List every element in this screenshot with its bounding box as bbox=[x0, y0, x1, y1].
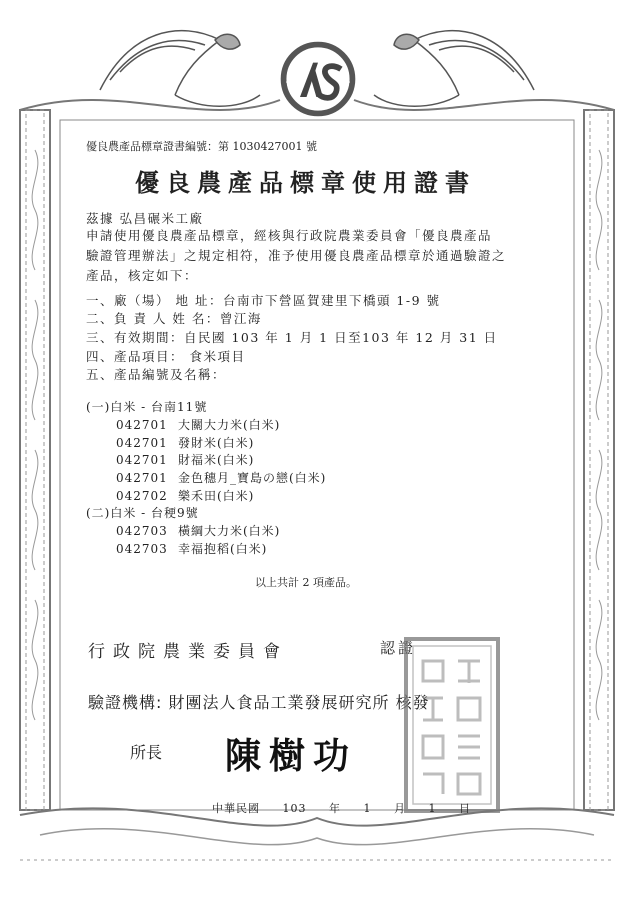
total-count: 以上共計 2 項產品。 bbox=[255, 576, 357, 589]
product-name: 幸福抱稻(白米) bbox=[178, 542, 268, 556]
product-code: 042701 bbox=[116, 453, 168, 467]
applicant-line: 茲據 弘昌碾米工廠 bbox=[86, 211, 204, 226]
list-item bbox=[116, 416, 280, 433]
cas-logo-icon bbox=[277, 38, 359, 120]
certificate-number: 優良農產品標章證書編號：第 1030427001 號 bbox=[86, 140, 317, 153]
product-name: 大關大力米(白米) bbox=[178, 418, 281, 432]
body-line-3: 驗證管理辦法」之規定相符，准予使用優良農產品標章於通過驗證之 bbox=[86, 248, 507, 263]
list-item bbox=[116, 522, 280, 539]
date-month-label: 月 bbox=[394, 802, 406, 815]
phoenix-left-icon bbox=[100, 31, 260, 107]
date-day-label: 日 bbox=[459, 802, 471, 815]
field-validity: 三、有效期間：自民國 103 年 1 月 1 日至103 年 12 月 31 日 bbox=[86, 330, 498, 345]
issuer: 行政院農業委員會 bbox=[88, 642, 288, 662]
date-year-label: 年 bbox=[329, 802, 341, 815]
list-item bbox=[116, 469, 326, 486]
product-name: 金色穗月_寶島の戀(白米) bbox=[178, 471, 327, 485]
product-group-label: (二)白米 - 台稉9號 bbox=[86, 506, 199, 520]
page-title: 優良農產品標章使用證書 bbox=[135, 168, 476, 197]
date-era: 中華民國 bbox=[212, 802, 260, 815]
verification-body: 驗證機構: 財團法人食品工業發展研究所 核發 bbox=[88, 693, 430, 712]
body-line-4: 產品，核定如下： bbox=[86, 268, 199, 283]
product-name: 發財米(白米) bbox=[178, 436, 255, 450]
product-name: 橫綱大力米(白米) bbox=[178, 524, 281, 538]
product-code: 042701 bbox=[116, 418, 168, 432]
issue-date bbox=[212, 800, 489, 816]
list-item bbox=[116, 451, 254, 468]
list-item bbox=[116, 487, 254, 504]
product-code: 042701 bbox=[116, 471, 168, 485]
date-day: 1 bbox=[428, 802, 437, 815]
date-month: 1 bbox=[363, 802, 372, 815]
field-category: 四、產品項目： 食米項目 bbox=[86, 349, 246, 364]
field-owner: 二、負 責 人 姓 名：曾江海 bbox=[86, 311, 262, 326]
product-code: 042703 bbox=[116, 542, 168, 556]
product-name: 樂禾田(白米) bbox=[178, 489, 255, 503]
official-seal-icon bbox=[403, 636, 501, 814]
product-code: 042703 bbox=[116, 524, 168, 538]
phoenix-right-icon bbox=[374, 31, 534, 107]
list-item bbox=[116, 434, 254, 451]
field-address: 一、廠（場） 地 址：台南市下營區賀建里下橋頭 1-9 號 bbox=[86, 293, 441, 308]
product-code: 042702 bbox=[116, 489, 168, 503]
list-item bbox=[116, 540, 267, 557]
director-label: 所長 bbox=[130, 743, 163, 762]
date-year: 103 bbox=[282, 802, 307, 815]
product-name: 財福米(白米) bbox=[178, 453, 255, 467]
product-group-label: (一)白米 - 台南11號 bbox=[86, 400, 208, 414]
certify-label: 認證 bbox=[380, 639, 417, 657]
director-signature: 陳樹功 bbox=[225, 735, 358, 777]
field-products-heading: 五、產品編號及名稱： bbox=[86, 367, 227, 382]
product-code: 042701 bbox=[116, 436, 168, 450]
body-line-2: 申請使用優良農產品標章，經核與行政院農業委員會「優良農產品 bbox=[86, 228, 493, 243]
